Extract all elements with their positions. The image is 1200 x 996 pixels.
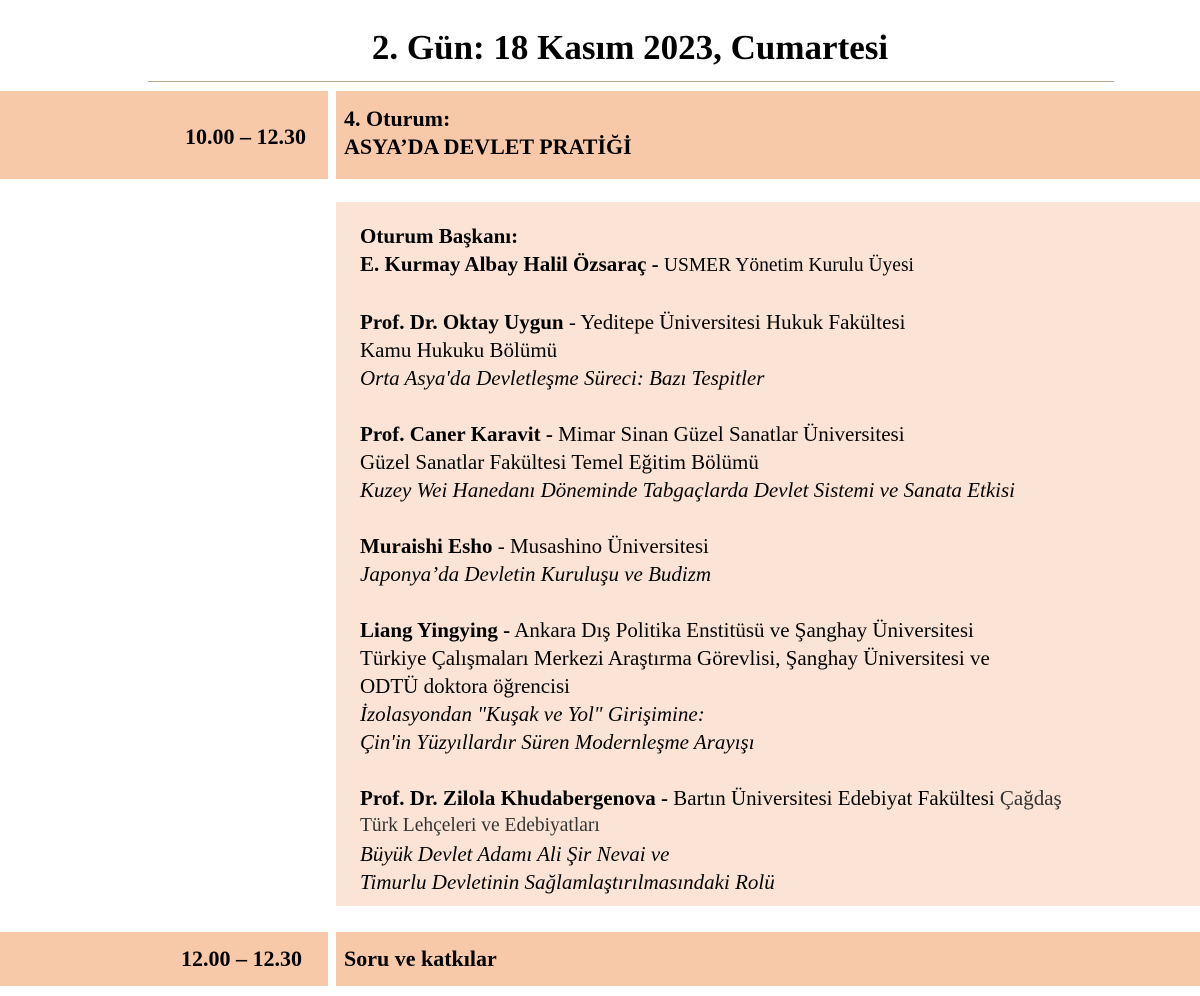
- qa-title: Soru ve katkılar: [344, 946, 497, 971]
- speaker-affiliation-cont: ODTÜ doktora öğrencisi: [360, 674, 570, 698]
- band-separator: [328, 91, 336, 179]
- day-title: 2. Gün: 18 Kasım 2023, Cumartesi: [371, 28, 889, 67]
- speaker-affiliation: - Yeditepe Üniversitesi Hukuk Fakültesi: [568, 310, 906, 334]
- speaker-affiliation-extra: Çağdaş: [999, 786, 1062, 810]
- speaker-name: Prof. Dr. Oktay Uygun: [360, 310, 564, 334]
- chair-affiliation: USMER Yönetim Kurulu Üyesi: [663, 255, 914, 276]
- talk-title: Orta Asya'da Devletleşme Süreci: Bazı Tespitler: [360, 366, 765, 390]
- chair-name: E. Kurmay Albay Halil Özsaraç -: [360, 252, 659, 276]
- session-number: 4. Oturum:: [344, 106, 451, 131]
- session-time-cell: [0, 91, 328, 179]
- speaker-block: [360, 308, 1190, 392]
- qa-time: 12.00 – 12.30: [181, 946, 302, 971]
- speaker-affiliation-cont: Güzel Sanatlar Fakültesi Temel Eğitim Bölümü: [360, 450, 759, 474]
- speaker-name: Prof. Caner Karavit -: [360, 422, 553, 446]
- talk-title: Kuzey Wei Hanedanı Döneminde Tabgaçlarda Devlet Sistemi ve Sanata Etkisi: [360, 478, 1015, 502]
- speaker-affiliation-cont: Türkiye Çalışmaları Merkezi Araştırma Görevlisi, Şanghay Üniversitesi ve: [360, 646, 990, 670]
- session-heading: [344, 105, 632, 161]
- qa-time-cell: [0, 932, 328, 986]
- speaker-block: [360, 532, 1190, 588]
- speaker-block: [360, 784, 1190, 896]
- speaker-affiliation: Bartın Üniversitesi Edebiyat Fakültesi: [673, 786, 995, 810]
- talk-title: Japonya’da Devletin Kuruluşu ve Budizm: [360, 562, 712, 586]
- session-header-band: [0, 91, 1200, 179]
- title-divider: [148, 81, 1114, 82]
- speaker-name: Liang Yingying -: [360, 618, 511, 642]
- session-details: [360, 222, 1190, 896]
- speaker-affiliation-cont: Türk Lehçeleri ve Edebiyatları: [360, 815, 600, 836]
- speaker-block: [360, 616, 1190, 756]
- talk-title-cont: Çin'in Yüzyıllardır Süren Modernleşme Arayışı: [360, 730, 755, 754]
- chair-label: Oturum Başkanı:: [360, 224, 519, 248]
- speaker-name: Muraishi Esho: [360, 534, 493, 558]
- qa-band: [0, 932, 1200, 986]
- speaker-block: [360, 420, 1190, 504]
- talk-title: Büyük Devlet Adamı Ali Şir Nevai ve: [360, 842, 670, 866]
- talk-title-cont: Timurlu Devletinin Sağlamlaştırılmasındaki Rolü: [360, 870, 775, 894]
- speaker-name: Prof. Dr. Zilola Khudabergenova -: [360, 786, 669, 810]
- session-time: 10.00 – 12.30: [185, 124, 306, 149]
- band-separator: [328, 932, 336, 986]
- chair-block: [360, 222, 1190, 280]
- speaker-affiliation-cont: Kamu Hukuku Bölümü: [360, 338, 558, 362]
- speaker-affiliation: Ankara Dış Politika Enstitüsü ve Şanghay Üniversitesi: [514, 618, 974, 642]
- speaker-affiliation: Mimar Sinan Güzel Sanatlar Üniversitesi: [558, 422, 905, 446]
- session-title: ASYA’DA DEVLET PRATİĞİ: [344, 134, 632, 159]
- talk-title: İzolasyondan "Kuşak ve Yol" Girişimine:: [360, 702, 705, 726]
- speaker-affiliation: - Musashino Üniversitesi: [497, 534, 709, 558]
